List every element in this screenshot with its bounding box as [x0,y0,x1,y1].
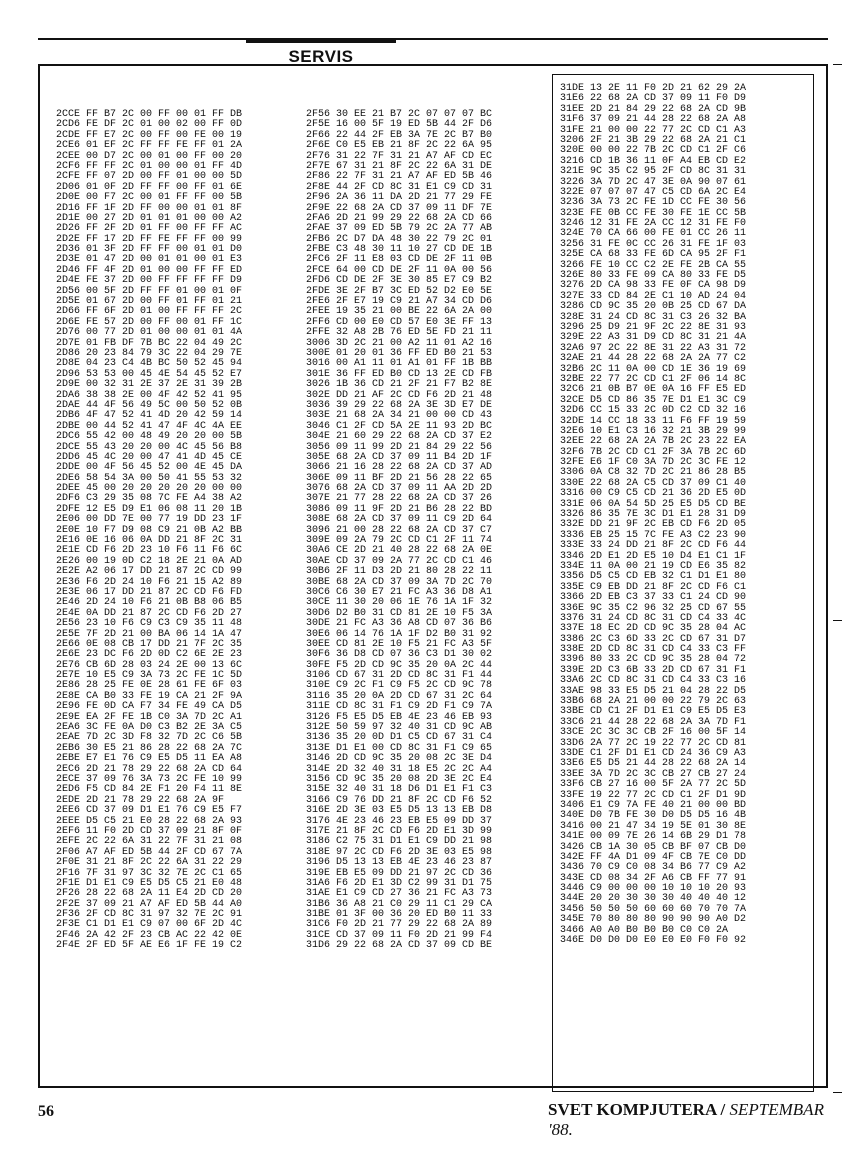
hex-line: 304E 21 60 29 22 68 2A CD 37 E2 [306,431,493,443]
hex-line: 32AE 21 44 28 22 68 2A 2A 77 C2 [560,353,747,365]
hex-line: 2F8E 44 2F CD 8C 31 E1 C9 CD 31 [306,181,493,193]
hex-line: 2F26 28 22 68 2A 11 E4 2D CD 20 [56,888,243,900]
hex-line: 2DE6 58 54 3A 00 50 41 55 53 32 [56,472,243,484]
hex-line: 3016 00 A1 11 01 A1 01 FF 1B BB [306,358,493,370]
hex-line: 2CEE 00 D7 2C 00 01 00 FF 00 20 [56,150,243,162]
hex-line: 2FFE 32 A8 2B 76 ED 5E FD 21 11 [306,327,493,339]
hex-line: 3316 00 C9 C5 CD 21 36 2D E5 0D [560,488,747,500]
hex-line: 3106 CD 67 31 2D CD 8C 31 F1 44 [306,670,493,682]
hex-line: 2DEE 45 00 20 20 20 20 20 00 00 [56,483,243,495]
hex-line: 32C6 21 0B B7 0E 0A 16 FF E5 ED [560,384,747,396]
hex-line: 330E 22 68 2A C5 CD 37 09 C1 40 [560,477,747,489]
hex-line: 2EF6 11 F0 2D CD 37 09 21 8F 0F [56,825,243,837]
hex-line: 3436 70 C9 C0 08 34 B6 77 C9 A2 [560,862,747,874]
hex-line: 3196 D5 13 13 EB 4E 23 46 23 87 [306,857,493,869]
hex-line: 3306 0A C8 32 7D 2C 21 86 28 B5 [560,467,747,479]
hex-line: 2FF6 CD 00 E0 CD 57 E0 3E FF 13 [306,316,493,328]
hex-line: 2EBE E7 E1 76 C9 E5 D5 11 EA A8 [56,753,243,765]
hex-line: 2E76 CB 6D 28 03 24 2E 00 13 6C [56,659,243,671]
hex-line: 2E96 FE 0D CA F7 34 FE 49 CA D5 [56,701,243,713]
hex-line: 2FDE 3E 2F B7 3C ED 52 D2 E0 5E [306,285,493,297]
hex-line: 308E 68 2A CD 37 09 11 C9 2D 64 [306,514,493,526]
hex-line: 307E 21 77 28 22 68 2A CD 37 26 [306,493,493,505]
hex-line: 318E 97 2C CD F6 2D 3E 03 E5 98 [306,846,493,858]
hex-line: 3346 2D E1 2D E5 10 D4 E1 C1 1F [560,550,747,562]
hex-line: 32B6 2C 11 0A 00 CD 1E 36 19 69 [560,363,747,375]
section-title: SERVIS [288,47,354,66]
hex-line: 2F2E 37 09 21 A7 AF ED 5B 44 A0 [56,898,243,910]
hex-line: 32A6 97 2C 22 8E 31 22 A3 31 72 [560,342,747,354]
hex-line: 3216 CD 1B 36 11 0F A4 EB CD E2 [560,155,747,167]
hex-line: 319E EB E5 09 DD 21 97 2C CD 36 [306,867,493,879]
hex-line: 306E 09 11 BF 2D 21 56 28 22 65 [306,472,493,484]
hex-line: 2D5E 01 67 2D 00 FF 01 FF 01 21 [56,296,243,308]
hex-line: 2F76 31 22 7F 31 21 A7 AF CD EC [306,150,493,162]
hex-line: 2D3E 01 47 2D 00 01 01 00 01 E3 [56,254,243,266]
hex-line: 2D1E 00 27 2D 01 01 01 00 00 A2 [56,212,243,224]
hex-line: 30A6 CE 2D 21 40 28 22 68 2A 0E [306,545,493,557]
hex-line: 3226 3A 7D 2C 47 3E 0A 90 07 61 [560,176,747,188]
hex-line: 3326 86 35 7E 3C D1 E1 28 31 D9 [560,509,747,521]
hex-line: 312E 50 59 97 32 40 31 CD 9C AB [306,722,493,734]
hex-line: 2DAE 44 4F 56 49 5C 00 50 52 0B [56,399,243,411]
hex-line: 326E 80 33 FE 09 CA 80 33 FE D5 [560,270,747,282]
hex-line: 2D4E FE 37 2D 00 FF FF FF FF D9 [56,275,243,287]
hex-line: 315E 32 40 31 18 D6 D1 E1 F1 C3 [306,784,493,796]
hex-line: 2D2E FF 17 2D FF FE FF FF 00 99 [56,233,243,245]
hex-line: 345E 70 80 80 80 90 90 90 A0 D2 [560,914,747,926]
hex-line: 31D6 29 22 68 2A CD 37 09 CD BE [306,940,493,952]
hex-line: 2FB6 2C D7 DA 48 30 22 79 2C 01 [306,233,493,245]
hex-line: 30CE 11 30 20 06 1E 76 1A 1F 32 [306,597,493,609]
hex-line: 3266 FE 10 CC C2 2E FE 2B CA 55 [560,259,747,271]
hex-line: 3146 2D CD 9C 35 20 08 2C 3E D4 [306,753,493,765]
hex-line: 2D9E 00 32 31 2E 37 2E 31 39 2B [56,379,243,391]
hex-line: 2CCE FF B7 2C 00 FF 00 01 FF DB [56,109,243,120]
hex-line: 33DE C1 2F D1 E1 CD 24 36 C9 A3 [560,748,747,759]
hex-line: 2E46 2D 24 10 F6 21 0B B8 06 B5 [56,597,243,609]
hex-line: 3456 50 50 50 60 60 60 70 70 7A [560,903,747,915]
margin-tick [833,64,842,65]
hex-line: 2E86 28 25 FE 0E 28 61 FE 6F 03 [56,680,243,692]
hex-line: 2D56 00 5F 2D FF FF 01 00 01 0F [56,285,243,297]
hex-line: 2F36 2F CD 8C 31 97 32 7E 2C 91 [56,909,243,921]
hex-line: 32FE E6 1F C0 3A 7D 2C 3C FE 12 [560,457,747,469]
hex-line: 331E 06 0A 54 5D 25 E5 D5 CD BE [560,498,747,510]
hex-line: 342E FF 4A D1 09 4F CB 7E C0 DD [560,851,747,863]
hex-line: 2EA6 3C FE 0A D0 C3 B2 2E 3A C5 [56,722,243,734]
hex-line: 2DFE 12 E5 D9 E1 06 08 11 20 1B [56,503,243,515]
hex-line: 2E06 00 DD 7E 00 77 19 DD 23 1F [56,514,243,526]
hex-line: 3026 1B 36 CD 21 2F 21 F7 B2 8E [306,379,493,391]
hex-line: 3116 35 20 0A 2D CD 67 31 2C 64 [306,690,493,702]
hex-line: 338E 2D CD 8C 31 CD C4 33 C3 FF [560,644,747,656]
hex-line: 2ED6 F5 CD 84 2E F1 20 F4 11 8E [56,784,243,796]
hex-line: 30FE F5 2D CD 9C 35 20 0A 2C 44 [306,659,493,671]
hex-line: 32D6 CC 15 33 2C 0D C2 CD 32 16 [560,405,747,417]
hex-line: 335E C9 EB DD 21 8F 2C CD F6 C1 [560,581,747,593]
hex-line: 3446 C9 00 00 00 10 10 10 20 93 [560,883,747,895]
hex-line: 328E 31 24 CD 8C 31 C3 26 32 BA [560,311,747,323]
hex-line: 339E 2D C3 6B 33 2D CD 67 31 F1 [560,664,747,676]
hex-line: 2D76 00 77 2D 01 00 00 01 01 4A [56,327,243,339]
hex-line: 3006 3D 2C 21 00 A2 11 01 A2 16 [306,337,493,349]
hex-line: 2CD6 FE DF 2C 01 00 02 00 FF 0D [56,119,243,131]
hex-line: 2D26 FF 2F 2D 01 FF 00 FF FF AC [56,223,243,235]
hex-line: 2E26 00 19 0D C2 18 2E 21 0A AD [56,555,243,567]
hex-line: 320E 00 00 22 7B 2C CD C1 2F C6 [560,145,747,157]
hex-line: 3256 31 FE 0C CC 26 31 FE 1F 03 [560,238,747,250]
hex-line: 32DE 14 CC 18 33 11 F6 FF 19 59 [560,415,747,427]
hex-line: 313E D1 E1 00 CD 8C 31 F1 C9 65 [306,742,493,754]
hex-line: 324E 70 CA 66 00 FE 01 CC 26 11 [560,228,747,240]
hex-line: 2FEE 19 35 21 00 BE 22 6A 2A 00 [306,306,493,318]
hex-line: 344E 20 20 30 30 30 40 40 40 12 [560,893,747,905]
hex-line: 2E9E EA 2F FE 1B C0 3A 7D 2C A1 [56,711,243,723]
hex-line: 2D36 01 3F 2D FF FF 00 01 01 D0 [56,244,243,256]
hex-line: 2DD6 45 4C 20 00 47 41 4D 45 CE [56,451,243,463]
hex-line: 3036 39 29 22 68 2A 3E 3D E7 DE [306,399,493,411]
hex-line: 2F46 2A 42 2F 23 CB AC 22 42 0E [56,929,243,941]
hex-line: 2F96 2A 36 11 DA 2D 21 77 29 FE [306,192,493,204]
hex-line: 2DB6 4F 47 52 41 4D 20 42 59 14 [56,410,243,422]
hex-line: 2E66 0E 08 CB 17 DD 21 7F 2C 35 [56,638,243,650]
hex-line: 2FC6 2F 11 E8 03 CD DE 2F 11 0B [306,254,493,266]
hex-line: 3166 C9 76 DD 21 8F 2C CD F6 52 [306,794,493,806]
hex-line: 30AE CD 37 09 2A 77 2C CD C1 46 [306,555,493,567]
hex-line: 2CDE FF E7 2C 00 FF 00 FE 00 19 [56,129,243,141]
hex-line: 32EE 22 68 2A 2A 7B 2C 23 22 EA [560,436,747,448]
hex-listing-column-1 [56,110,286,952]
hex-line: 2FA6 2D 21 99 29 22 68 2A CD 66 [306,212,493,224]
hex-line: 33C6 21 44 28 22 68 2A 3A 7D F1 [560,716,747,728]
hex-line: 3276 2D CA 98 33 FE 0F CA 98 D9 [560,280,747,292]
hex-line: 2D6E FE 57 2D 00 FF 00 01 FF 1C [56,316,243,328]
hex-line: 2CF6 FF FF 2C 01 00 00 01 FF 4D [56,160,243,172]
hex-line: 3406 E1 C9 7A FE 40 21 00 00 BD [560,799,747,811]
hex-line: 2D46 FF 4F 2D 01 00 00 FF FF ED [56,264,243,276]
hex-line: 2D96 53 53 00 45 4E 54 45 52 E7 [56,368,243,380]
hex-line: 327E 33 CD 84 2E C1 10 AD 24 04 [560,290,747,302]
magazine-footer [548,1100,842,1140]
hex-line: 30C6 C6 30 E7 21 FC A3 36 D8 A1 [306,586,493,598]
hex-line: 31BE 01 3F 00 36 20 ED B0 11 33 [306,909,493,921]
hex-line: 2F3E C1 D1 E1 C9 07 00 6F 2D 4C [56,919,243,931]
hex-line: 3066 21 16 28 22 68 2A CD 37 AD [306,462,493,474]
issue-date: SEPTEMBAR '88. [548,1100,824,1139]
hex-line: 3206 2F 21 3B 29 22 68 2A 21 C1 [560,134,747,146]
hex-line: 302E DD 21 AF 2C CD F6 2D 21 48 [306,389,493,401]
hex-line: 31C6 F0 2D 21 77 29 22 68 2A 89 [306,919,493,931]
hex-line: 2E7E 10 E5 C9 3A 73 2C FE 1C 5D [56,670,243,682]
magazine-name: SVET KOMPJUTERA / [548,1100,730,1119]
hex-line: 2D8E 04 23 C4 4B BC 50 52 45 94 [56,358,243,370]
hex-line: 3416 00 21 47 34 19 5E 01 30 8E [560,820,747,832]
hex-listing-column-3 [560,84,810,946]
hex-line: 2EB6 30 E5 21 86 28 22 68 2A 7C [56,742,243,754]
hex-line: 310E C9 2C F1 C9 F5 2C CD 9C 78 [306,680,493,692]
hex-line: 2D66 FF 6F 2D 01 00 FF FF FF 2C [56,306,243,318]
hex-line: 2EC6 2D 21 78 29 22 68 2A CD 64 [56,763,243,775]
hex-line: 3186 C2 75 31 D1 E1 C9 DD 21 98 [306,836,493,848]
hex-line: 2E6E 23 DC F6 2D 0D C2 6E 2E 23 [56,649,243,661]
hex-line: 3236 3A 73 2C FE 1D CC FE 30 56 [560,197,747,209]
hex-line: 2F66 22 44 2F EB 3A 7E 2C B7 B0 [306,129,493,141]
hex-line: 33CE 2C 3C 3C CB 2F 16 00 5F 14 [560,727,747,739]
hex-line: 30DE 21 FC A3 36 A8 CD 07 36 B6 [306,618,493,630]
hex-line: 3126 F5 E5 D5 EB 4E 23 46 EB 93 [306,711,493,723]
hex-line: 2DBE 00 44 52 41 47 4F 4C 4A EE [56,420,243,432]
hex-line: 3376 31 24 CD 8C 31 CD C4 33 4C [560,612,747,624]
hex-line: 31EE 2D 21 84 29 22 68 2A CD 9B [560,103,747,115]
hex-line: 346E D0 D0 D0 E0 E0 E0 F0 F0 92 [560,935,747,947]
hex-line: 325E CA 68 33 FE 6D CA 95 2F F1 [560,249,747,261]
hex-line: 31A6 F6 2D E1 3D C2 99 31 D1 75 [306,877,493,889]
hex-line: 30E6 06 14 76 1A 1F D2 B0 31 92 [306,628,493,640]
hex-line: 2D0E 00 F7 2C 00 01 FF FF 00 5B [56,192,243,204]
hex-line: 343E CD 08 34 2F A6 CB FF 77 91 [560,872,747,884]
hex-line: 300E 01 20 01 36 FF ED B0 21 53 [306,347,493,359]
hex-line: 309E 09 2A 79 2C CD C1 2F 11 74 [306,535,493,547]
hex-line: 334E 11 0A 00 21 19 CD E6 35 82 [560,560,747,572]
hex-line: 32CE D5 CD 86 35 7E D1 E1 3C C9 [560,394,747,406]
hex-line: 32E6 10 E1 C3 16 32 21 3B 29 99 [560,425,747,437]
hex-line: 2E56 23 10 F6 C9 C3 C9 35 11 48 [56,618,243,630]
hex-line: 317E 21 8F 2C CD F6 2D E1 3D 99 [306,825,493,837]
hex-line: 33B6 68 2A 21 00 00 22 79 2C 63 [560,696,747,708]
hex-line: 2DC6 55 42 00 48 49 20 20 00 5B [56,431,243,443]
hex-line: 2D16 FF 1F 2D FF 00 00 01 01 8F [56,202,243,214]
hex-line: 316E 2D 3E 03 E5 D5 13 13 EB D8 [306,805,493,817]
hex-line: 2EAE 7D 2C 3D F8 32 7D 2C C6 5B [56,732,243,744]
margin-tick [833,620,842,621]
hex-line: 33BE CD C1 2F D1 E1 C9 E5 D5 E3 [560,706,747,718]
hex-line: 301E 36 FF ED B0 CD 13 2E CD FB [306,368,493,380]
margin-tick [833,1092,842,1093]
hex-line: 31E6 22 68 2A CD 37 09 11 F0 D9 [560,93,747,105]
hex-line: 3056 09 11 99 2D 21 84 29 22 56 [306,441,493,453]
hex-line: 2E0E 10 F7 D9 08 C9 21 0B A2 BB [56,524,243,536]
hex-line: 2ECE 37 09 76 3A 73 2C FE 10 99 [56,774,243,785]
hex-line: 2FBE C3 48 30 11 10 27 CD DE 1B [306,244,493,256]
hex-line: 31DE 13 2E 11 F0 2D 21 62 29 2A [560,83,747,94]
hex-line: 2F9E 22 68 2A CD 37 09 11 DF 7E [306,202,493,214]
hex-line: 336E 9C 35 C2 96 32 25 CD 67 55 [560,602,747,614]
hex-line: 2CFE FF 07 2D 00 FF 01 00 00 5D [56,171,243,183]
hex-line: 32BE 22 77 2C CD C1 2F 06 14 8C [560,373,747,385]
hex-line: 30D6 D2 B0 31 CD 81 2E 10 F5 3A [306,607,493,619]
hex-line: 332E DD 21 9F 2C EB CD F6 2D 05 [560,519,747,531]
hex-line: 3086 09 11 9F 2D 21 B6 28 22 BD [306,503,493,515]
hex-line: 2E5E 7F 2D 21 00 BA 06 14 1A 47 [56,628,243,640]
hex-line: 3136 35 20 0D D1 C5 CD 67 31 C4 [306,732,493,744]
hex-line: 2D06 01 0F 2D FF FF 00 FF 01 6E [56,181,243,193]
page-number: 56 [38,1103,54,1120]
hex-line: 2F7E 67 31 21 8F 2C 22 6A 31 DE [306,160,493,172]
hex-line: 33EE 3A 7D 2C 3C CB 27 CB 27 24 [560,768,747,780]
hex-line: 333E 33 24 DD 21 8F 2C CD F6 44 [560,540,747,552]
hex-line: 33FE 19 22 77 2C CD C1 2F D1 9D [560,789,747,801]
hex-line: 2FE6 2F E7 19 C9 21 A7 34 CD D6 [306,296,493,308]
hex-line: 31F6 37 09 21 44 28 22 68 2A A8 [560,114,747,126]
hex-line: 2DA6 38 38 2E 00 4F 42 52 41 95 [56,389,243,401]
hex-line: 2EEE D5 C5 21 E0 28 22 68 2A 93 [56,815,243,827]
hex-line: 2F86 22 7F 31 21 A7 AF ED 5B 46 [306,171,493,183]
hex-line: 2DF6 C3 29 35 08 7C FE A4 38 A2 [56,493,243,505]
hex-line: 3046 C1 2F CD 5A 2E 11 93 2D BC [306,420,493,432]
hex-line: 3176 4E 23 46 23 EB E5 09 DD 37 [306,815,493,827]
hex-line: 3426 CB 1A 30 05 CB BF 07 CB D0 [560,841,747,853]
hex-line: 2D7E 01 FB DF 7B BC 22 04 49 2C [56,337,243,349]
hex-line: 3076 68 2A CD 37 09 11 AA 2D 2D [306,483,493,495]
hex-line: 314E 2D 32 40 31 18 E5 2C 2C A4 [306,763,493,775]
hex-line: 33E6 E5 D5 21 44 28 22 68 2A 14 [560,758,747,770]
hex-line: 2FAE 37 09 ED 5B 79 2C 2A 77 AB [306,223,493,235]
hex-line: 337E 18 EC 2D CD 9C 35 28 04 AC [560,623,747,635]
hex-line: 33AE 98 33 E5 D5 21 04 28 22 D5 [560,685,747,697]
hex-line: 32F6 7B 2C CD C1 2F 3A 7B 2C 6D [560,446,747,458]
hex-line: 30EE CD 81 2E 10 F5 21 FC A3 5F [306,638,493,650]
hex-line: 3336 EB 25 15 7C FE A3 C2 23 90 [560,529,747,541]
hex-line: 3096 21 00 28 22 68 2A CD 37 C7 [306,524,493,536]
hex-line: 311E CD 8C 31 F1 C9 2D F1 C9 7A [306,701,493,713]
hex-line: 3296 25 D9 21 9F 2C 22 8E 31 93 [560,321,747,333]
hex-line: 2EE6 CD 37 09 D1 E1 76 C9 E5 F7 [56,805,243,817]
hex-line: 2F16 7F 31 97 3C 32 7E 2C C1 65 [56,867,243,879]
hex-line: 303E 21 68 2A 34 21 00 00 CD 43 [306,410,493,422]
hex-line: 340E D0 7B FE 30 D0 D5 D5 16 4B [560,810,747,822]
hex-line: 31FE 21 00 00 22 77 2C CD C1 A3 [560,124,747,136]
hex-line: 3386 2C C3 6D 33 2C CD 67 31 D7 [560,633,747,645]
hex-line: 305E 68 2A CD 37 09 11 B4 2D 1F [306,451,493,463]
hex-line: 30B6 2F 11 D3 2D 21 80 28 22 11 [306,566,493,578]
hex-line: 2FCE 64 00 CD DE 2F 11 0A 00 56 [306,264,493,276]
hex-line: 2DDE 00 4F 56 45 52 00 4E 45 DA [56,462,243,474]
hex-line: 2E4E 0A DD 21 87 2C CD F6 2D 27 [56,607,243,619]
hex-line: 2F0E 31 21 8F 2C 22 6A 31 22 29 [56,857,243,869]
hex-line: 31AE E1 C9 CD 27 36 21 FC A3 73 [306,888,493,900]
hex-line: 329E 22 A3 31 D9 CD 8C 31 21 4A [560,332,747,344]
hex-line: 322E 07 07 07 47 C5 CD 6A 2C E4 [560,186,747,198]
hex-line: 3286 CD 9C 35 20 0B 25 CD 67 DA [560,301,747,313]
hex-line: 33F6 CB 27 16 00 5F 2A 77 2C 5D [560,779,747,791]
hex-line: 31CE CD 37 09 11 F0 2D 21 99 F4 [306,929,493,941]
hex-line: 2E1E CD F6 2D 23 10 F6 11 F6 6C [56,545,243,557]
hex-line: 2E16 0E 16 06 0A DD 21 8F 2C 31 [56,535,243,547]
hex-line: 30F6 36 D8 CD 07 36 C3 D1 30 02 [306,649,493,661]
hex-line: 2F06 A7 AF ED 5B 44 2F CD 67 7A [56,846,243,858]
hex-line: 2D86 20 23 84 79 3C 22 04 29 7E [56,347,243,359]
hex-line: 2CE6 01 EF 2C FF FF FE FF 01 2A [56,140,243,152]
hex-line: 2F6E C0 E5 EB 21 8F 2C 22 6A 95 [306,140,493,152]
hex-line: 2DCE 55 43 20 20 00 4C 45 56 B8 [56,441,243,453]
hex-line: 3466 A0 A0 B0 B0 B0 C0 C0 2A [560,924,729,936]
hex-line: 2FD6 CD DE 2F 3E 30 85 E7 C9 B2 [306,275,493,287]
hex-line: 2F4E 2F ED 5F AE E6 1F FE 19 C2 [56,940,243,952]
hex-line: 323E FE 0B CC FE 30 FE 1E CC 5B [560,207,747,219]
hex-line: 33A6 2C CD 8C 31 CD C4 33 C3 16 [560,675,747,687]
hex-line: 2E2E A2 06 17 DD 21 87 2C CD 99 [56,566,243,578]
hex-line: 2E36 F6 2D 24 10 F6 21 15 A2 89 [56,576,243,588]
hex-line: 30BE 68 2A CD 37 09 3A 7D 2C 70 [306,576,493,588]
hex-line: 2EDE 2D 21 78 29 22 68 2A 9F [56,794,225,806]
hex-line: 2EFE 2C 22 6A 31 22 7F 31 21 08 [56,836,243,848]
hex-line: 3356 D5 C5 CD EB 32 C1 D1 E1 80 [560,571,747,583]
hex-line: 31B6 36 A8 21 C0 29 11 C1 29 CA [306,898,493,910]
hex-listing-column-2 [306,110,538,952]
hex-line: 2E8E CA B0 33 FE 19 CA 21 2F 9A [56,690,243,702]
hex-line: 33D6 2A 77 2C 19 22 77 2C CD 81 [560,737,747,749]
hex-line: 3156 CD 9C 35 20 08 2D 3E 2C E4 [306,774,493,785]
hex-line: 321E 9C 35 C2 95 2F CD 8C 31 31 [560,166,747,178]
hex-line: 3366 2D EB C3 37 33 C1 24 CD 90 [560,592,747,604]
hex-line: 341E 00 09 7E 26 14 6B 29 D1 78 [560,831,747,843]
hex-line: 3396 80 33 2C CD 9C 35 28 04 72 [560,654,747,666]
hex-line: 2F56 30 EE 21 B7 2C 07 07 07 BC [306,109,493,120]
header-rule [38,38,828,40]
hex-line: 2F1E D1 E1 C9 E5 D5 C5 21 E0 48 [56,877,243,889]
hex-line: 2F5E 16 00 5F 19 ED 5B 44 2F D6 [306,119,493,131]
hex-line: 2E3E 06 17 DD 21 87 2C CD F6 FD [56,586,243,598]
hex-line: 3246 12 31 FE 2A CC 12 31 FE F0 [560,218,747,230]
